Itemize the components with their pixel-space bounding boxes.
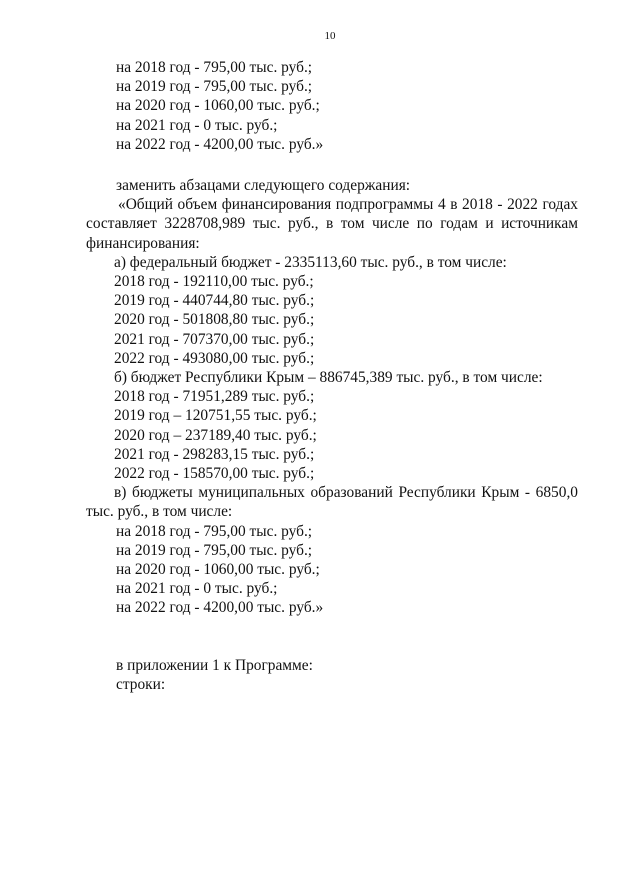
crimea-budget-section (86, 368, 578, 483)
appendix-section (86, 656, 578, 694)
funding-line: 2020 год - 501808,80 тыс. руб.; (114, 311, 315, 329)
section-heading-continuation: тыс. руб., в том числе: (86, 503, 233, 521)
funding-line: 2019 год – 120751,55 тыс. руб.; (114, 407, 317, 425)
funding-line: 2018 год - 192110,00 тыс. руб.; (114, 273, 314, 291)
paragraph-line: составляет 3228708,989 тыс. руб., в том числе по годам и источникам (86, 215, 578, 233)
replace-instruction: заменить абзацами следующего содержания: (116, 177, 411, 195)
section-heading: в) бюджеты муниципальных образований Республики Крым - 6850,0 (114, 484, 578, 502)
funding-line: на 2022 год - 4200,00 тыс. руб.» (116, 135, 324, 153)
funding-line: на 2018 год - 795,00 тыс. руб.; (116, 522, 313, 540)
appendix-line: строки: (116, 675, 166, 693)
paragraph-line: финансирования: (86, 234, 200, 252)
funding-line: 2022 год - 158570,00 тыс. руб.; (114, 465, 315, 483)
paragraph-line: «Общий объем финансирования подпрограммы 4 в 2018 - 2022 годах (118, 196, 578, 214)
document-body (86, 58, 578, 694)
funding-line: 2019 год - 440744,80 тыс. руб.; (114, 292, 315, 310)
federal-budget-section (86, 253, 578, 368)
funding-line: 2020 год – 237189,40 тыс. руб.; (114, 426, 317, 444)
funding-line: на 2018 год - 795,00 тыс. руб.; (116, 59, 313, 76)
funding-line: на 2019 год - 795,00 тыс. руб.; (116, 78, 313, 96)
previous-funding-block (86, 58, 578, 154)
section-heading: а) федеральный бюджет - 2335113,60 тыс. руб., в том числе: (114, 253, 507, 271)
funding-line: на 2020 год - 1060,00 тыс. руб.; (116, 97, 320, 115)
funding-line: 2022 год - 493080,00 тыс. руб.; (114, 349, 315, 367)
funding-line: на 2019 год - 795,00 тыс. руб.; (116, 541, 313, 559)
funding-line: 2021 год - 298283,15 тыс. руб.; (114, 445, 315, 463)
total-funding-paragraph (86, 195, 578, 253)
municipal-budget-section (86, 483, 578, 617)
page-number: 10 (324, 30, 336, 42)
section-heading: б) бюджет Республики Крым – 886745,389 тыс. руб., в том числе: (114, 369, 543, 387)
appendix-line: в приложении 1 к Программе: (116, 656, 313, 674)
funding-line: на 2021 год - 0 тыс. руб.; (116, 116, 278, 134)
funding-line: на 2021 год - 0 тыс. руб.; (116, 580, 278, 598)
funding-line: 2018 год - 71951,289 тыс. руб.; (114, 388, 315, 406)
funding-line: на 2022 год - 4200,00 тыс. руб.» (116, 599, 324, 617)
funding-line: 2021 год - 707370,00 тыс. руб.; (114, 330, 315, 348)
funding-line: на 2020 год - 1060,00 тыс. руб.; (116, 561, 320, 579)
